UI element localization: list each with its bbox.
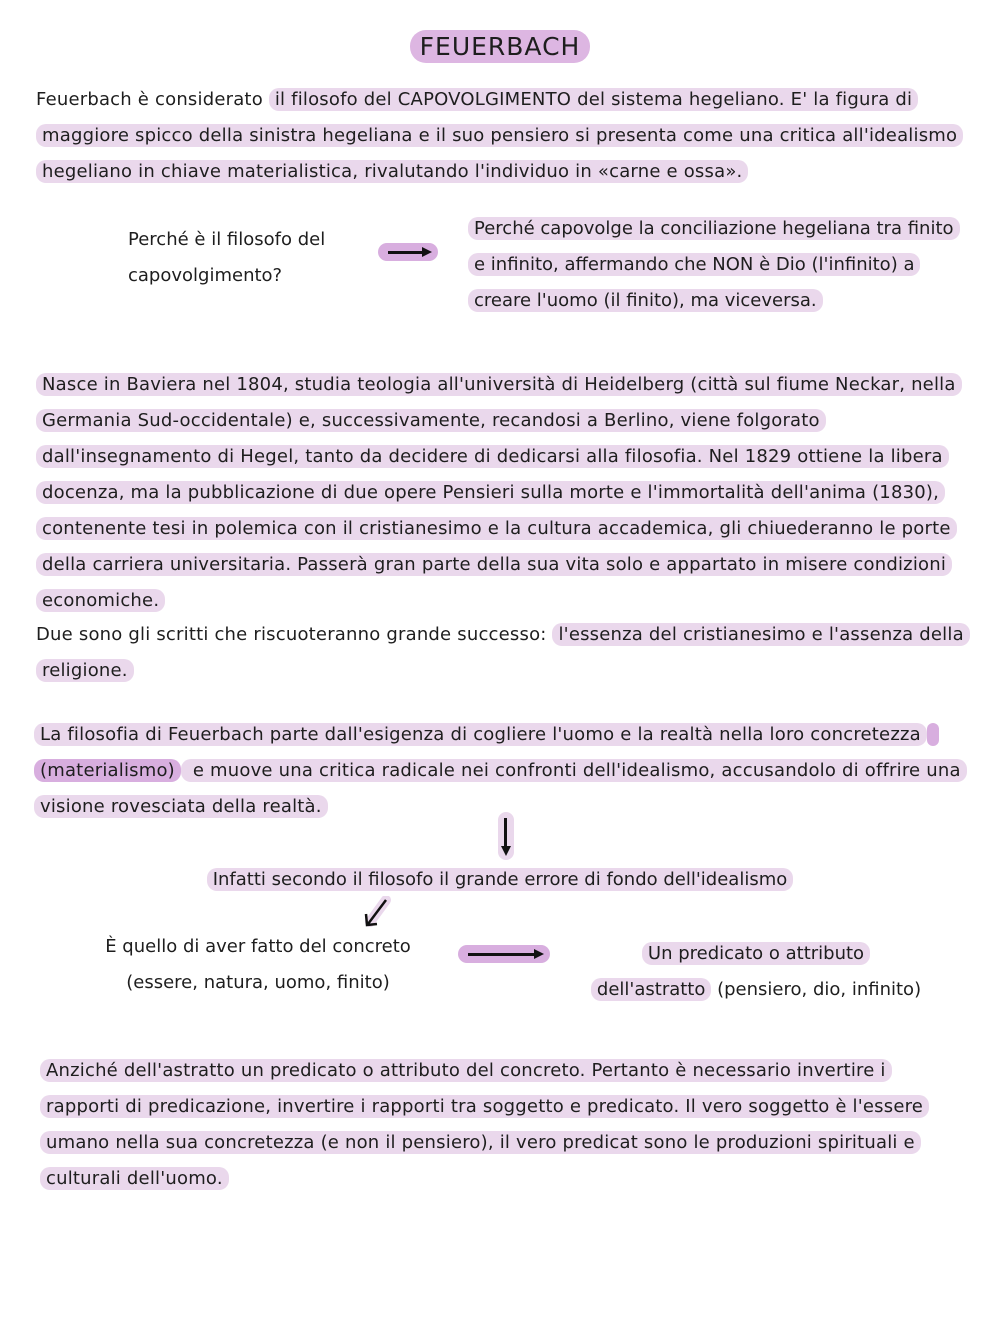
question-text: Perché è il filosofo del capovolgimento? (128, 229, 326, 286)
title-highlight: FEUERBACH (410, 30, 591, 63)
diagonal-arrow-icon (362, 896, 392, 930)
error-left-text: È quello di aver fatto del concreto (essere, natura, uomo, finito) (105, 936, 411, 993)
down-arrow-icon (498, 812, 514, 860)
answer-text (468, 211, 968, 319)
abstract-examples: (pensiero, dio, infinito) (711, 979, 922, 1000)
right-arrow-icon-2 (458, 945, 550, 963)
page-title (0, 32, 1000, 61)
error-right-text (576, 936, 936, 1008)
conclusion-highlight: Anziché dell'astratto un predicato o attributo del concreto. Pertanto è necessario invertire i rapporti di predicazione, invertire i rapporti tra soggetto e predicato. Il vero soggetto è l'essere umano nella sua concretezza (e non il pensiero), il vero predicat sono le produzioni spirituali e culturali dell'uomo. (40, 1059, 929, 1190)
idealism-error-highlight: Infatti secondo il filosofo il grande errore di fondo dell'idealismo (207, 868, 794, 891)
philosophy-highlight-2: e muove una critica radicale nei confronti dell'idealismo, accusandolo di offrire una visione rovesciata della realtà. (34, 759, 967, 818)
philosophy-highlight-1: La filosofia di Feuerbach parte dall'esigenza di cogliere l'uomo e la realtà nella loro concretezza (34, 723, 927, 746)
intro-lead: Feuerbach è considerato (36, 89, 269, 110)
biography-paragraph (36, 367, 966, 619)
intro-highlight: il filosofo del CAPOVOLGIMENTO del sistema hegeliano. E' la figura di maggiore spicco della sinistra hegeliana e il suo pensiero si presenta come una critica all'idealismo hegeliano in chiave materialistica, rivalutando l'individuo in «carne e ossa». (36, 88, 963, 183)
philosophy-paragraph (34, 717, 964, 825)
works-highlight: l'essenza del cristianesimo e l'assenza della religione. (36, 623, 970, 682)
works-lead: Due sono gli scritti che riscuoteranno grande successo: (36, 624, 553, 645)
abstract-highlight: dell'astratto (591, 978, 711, 1001)
biography-highlight: Nasce in Baviera nel 1804, studia teologia all'università di Heidelberg (città sul fiume Neckar, nella Germania Sud-occidentale) e, successivamente, recandosi a Berlino, viene folgorato dall'insegnamento di Hegel, tanto da decidere di dedicarsi alla filosofia. Nel 1829 ottiene la libera docenza, ma la pubblicazione di due opere Pensieri sulla morte e l'immortalità dell'anima (1830), contenente tesi in polemica con il cristianesimo e la cultura accademica, gli chiuederanno le porte della carriera universitaria. Passerà gran parte della sua vita solo e appartato in misere condizioni economiche. (36, 373, 962, 612)
answer-highlight: Perché capovolge la conciliazione hegeliana tra finito e infinito, affermando che NON è Dio (l'infinito) a creare l'uomo (il finito), ma viceversa. (468, 217, 960, 312)
idealism-error-line (0, 862, 1000, 898)
intro-paragraph (36, 82, 976, 190)
right-arrow-icon (378, 243, 438, 261)
predicate-highlight: Un predicato o attributo (642, 942, 870, 965)
materialism-highlight: (materialismo) (34, 723, 939, 782)
works-paragraph (36, 617, 966, 689)
conclusion-paragraph (40, 1053, 960, 1197)
